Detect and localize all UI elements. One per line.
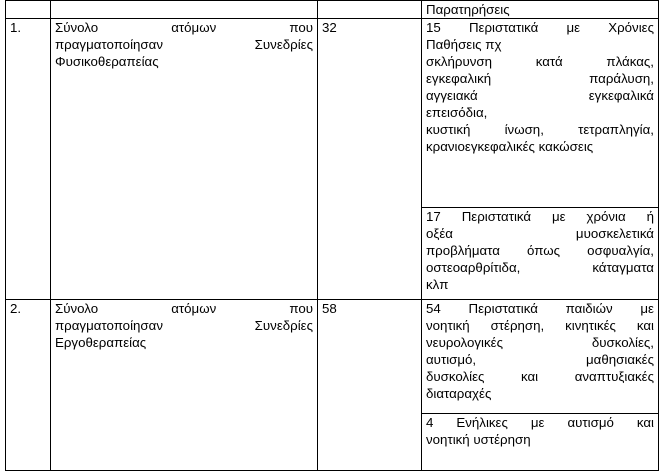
note-line: εγκεφαλική παράλυση, (426, 71, 654, 86)
note-cell (422, 414, 659, 471)
row-number-cell (6, 19, 51, 300)
note-line: 54 Περιστατικά παιδιών με (426, 301, 654, 316)
note-line: διαταραχές (426, 386, 492, 401)
note-line: σκλήρυνση κατά πλάκας, (426, 54, 654, 69)
note-line: νοητική υστέρηση (426, 432, 531, 447)
description-line: πραγματοποίησαν Συνεδρίες (55, 318, 313, 333)
note-line: 15 Περιστατικά με Χρόνιες (426, 20, 654, 35)
row-description-cell (51, 300, 318, 471)
table-row (6, 19, 659, 208)
row-count: 58 (322, 301, 337, 316)
table-row (6, 300, 659, 414)
remarks-header: Παρατηρήσεις (426, 2, 510, 17)
description-line: Σύνολο ατόμων που (55, 301, 313, 316)
description-line: Φυσικοθεραπείας (55, 54, 159, 69)
note-cell (422, 300, 659, 414)
note-line: οξέα μυοσκελετικά (426, 226, 654, 241)
note-line: κλπ (426, 277, 449, 292)
row-description-cell (51, 19, 318, 300)
row-count-cell (318, 19, 422, 300)
header-description-cell (51, 1, 318, 19)
row-number: 2. (10, 301, 22, 316)
header-row (6, 1, 659, 19)
description-line: Εργοθεραπείας (55, 335, 147, 350)
header-remarks-cell (422, 1, 659, 19)
row-number-cell (6, 300, 51, 471)
note-line: νευρολογικές δυσκολίες, (426, 335, 654, 350)
note-line: επεισόδια, (426, 105, 488, 120)
note-line: αυτισμό, μαθησιακές (426, 352, 654, 367)
row-count: 32 (322, 20, 337, 35)
note-cell (422, 208, 659, 300)
note-line: προβλήματα όπως οσφυαλγία, (426, 243, 654, 258)
note-line: κρανιοεγκεφαλικές κακώσεις (426, 139, 594, 154)
row-number: 1. (10, 20, 22, 35)
header-count-cell (318, 1, 422, 19)
row-count-cell (318, 300, 422, 471)
note-cell (422, 19, 659, 208)
header-number-cell (6, 1, 51, 19)
description-line: πραγματοποίησαν Συνεδρίες (55, 37, 313, 52)
note-line: νοητική στέρηση, κινητικές και (426, 318, 654, 333)
note-line: δυσκολίες και αναπτυξιακές (426, 369, 654, 384)
observations-table (5, 0, 659, 471)
note-line: Παθήσεις πχ (426, 37, 502, 52)
note-line: 4 Ενήλικες με αυτισμό και (426, 415, 654, 430)
note-line: κυστική ίνωση, τετραπληγία, (426, 122, 654, 137)
note-line: οστεοαρθρίτιδα, κάταγματα (426, 260, 654, 275)
note-line: 17 Περιστατικά με χρόνια ή (426, 209, 654, 224)
note-line: αγγειακά εγκεφαλικά (426, 88, 654, 103)
description-line: Σύνολο ατόμων που (55, 20, 313, 35)
